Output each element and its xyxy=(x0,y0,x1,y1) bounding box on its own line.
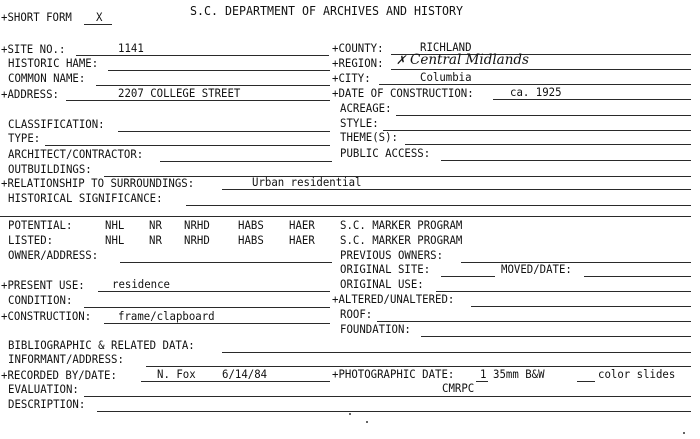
address-line xyxy=(66,100,330,101)
type-line xyxy=(45,145,330,146)
listed-code-nhl: NHL xyxy=(105,233,125,247)
acreage-line xyxy=(396,115,691,116)
previous-owners-label: PREVIOUS OWNERS: xyxy=(340,248,444,262)
potential-label: POTENTIAL: xyxy=(8,218,73,232)
owner-address-line xyxy=(120,262,332,263)
date-construction-line xyxy=(493,99,691,100)
date-construction-label: +DATE OF CONSTRUCTION: xyxy=(332,86,474,100)
site-no-value: 1141 xyxy=(118,41,144,55)
original-use-label: ORIGINAL USE: xyxy=(340,277,424,291)
roof-line xyxy=(377,321,691,322)
construction-line xyxy=(104,323,330,324)
themes-line xyxy=(405,144,691,145)
altered-line xyxy=(471,306,691,307)
paper-speck xyxy=(683,432,685,434)
department-title: S.C. DEPARTMENT OF ARCHIVES AND HISTORY xyxy=(190,3,463,18)
photographer-org: CMRPC xyxy=(442,381,475,395)
moved-date-label: MOVED/DATE: xyxy=(501,262,572,276)
listed-label: LISTED: xyxy=(8,233,54,247)
photo-type-bw: 35mm B&W xyxy=(493,367,545,381)
bibliographic-line xyxy=(222,352,691,353)
relationship-line xyxy=(222,189,691,190)
original-site-label: ORIGINAL SITE: xyxy=(340,262,431,276)
city-label: +CITY: xyxy=(332,71,371,85)
short-form-mark: X xyxy=(96,10,103,24)
county-value: RICHLAND xyxy=(420,40,472,54)
owner-address-label: OWNER/ADDRESS: xyxy=(8,248,99,262)
type-label: TYPE: xyxy=(8,131,41,145)
description-label: DESCRIPTION: xyxy=(8,397,86,411)
themes-label: THEME(S): xyxy=(340,130,398,144)
relationship-value: Urban residential xyxy=(252,175,362,189)
potential-code-nr: NR xyxy=(149,218,162,232)
photo-count-line xyxy=(476,381,488,382)
condition-label: CONDITION: xyxy=(8,293,73,307)
bibliographic-label: BIBLIOGRAPHIC & RELATED DATA: xyxy=(8,338,195,352)
acreage-label: ACREAGE: xyxy=(340,101,392,115)
recorded-by-line xyxy=(141,381,330,382)
common-name-label: COMMON NAME: xyxy=(8,71,86,85)
site-no-line xyxy=(76,55,329,56)
original-site-line xyxy=(441,276,495,277)
style-line xyxy=(383,130,691,131)
photographic-date-label: +PHOTOGRAPHIC DATE: xyxy=(332,367,455,381)
potential-code-nrhd: NRHD xyxy=(184,218,210,232)
potential-code-nhl: NHL xyxy=(105,218,125,232)
relationship-label: +RELATIONSHIP TO SURROUNDINGS: xyxy=(1,176,195,190)
public-access-label: PUBLIC ACCESS: xyxy=(340,146,431,160)
section-divider-line xyxy=(0,216,691,217)
paper-speck xyxy=(366,421,368,423)
outbuildings-label: OUTBUILDINGS: xyxy=(8,162,92,176)
short-form-underline xyxy=(84,24,112,25)
evaluation-label: EVALUATION: xyxy=(8,382,79,396)
previous-owners-line xyxy=(461,262,691,263)
architect-label: ARCHITECT/CONTRACTOR: xyxy=(8,147,144,161)
altered-label: +ALTERED/UNALTERED: xyxy=(332,292,455,306)
site-no-label: +SITE NO.: xyxy=(1,42,66,56)
listed-code-nr: NR xyxy=(149,233,162,247)
informant-label: INFORMANT/ADDRESS: xyxy=(8,352,124,366)
style-label: STYLE: xyxy=(340,116,379,130)
listed-marker-program: S.C. MARKER PROGRAM xyxy=(340,233,463,247)
county-label: +COUNTY: xyxy=(332,41,384,55)
present-use-label: +PRESENT USE: xyxy=(1,278,85,292)
classification-line xyxy=(118,131,330,132)
evaluation-line xyxy=(84,396,691,397)
public-access-line xyxy=(441,160,691,161)
color-slides-line xyxy=(577,381,595,382)
potential-code-haer: HAER xyxy=(289,218,315,232)
classification-label: CLASSIFICATION: xyxy=(8,117,105,131)
foundation-line xyxy=(421,336,691,337)
listed-code-habs: HABS xyxy=(238,233,264,247)
historical-significance-line xyxy=(186,205,691,206)
historical-significance-label: HISTORICAL SIGNIFICANCE: xyxy=(8,191,163,205)
photo-type-color-slides: color slides xyxy=(598,367,676,381)
recorded-date-value: 6/14/84 xyxy=(222,367,268,381)
address-value: 2207 COLLEGE STREET xyxy=(118,86,241,100)
original-use-line xyxy=(436,291,691,292)
short-form-label: +SHORT FORM xyxy=(1,10,72,24)
potential-code-habs: HABS xyxy=(238,218,264,232)
recorded-by-value: N. Fox xyxy=(157,367,196,381)
condition-line xyxy=(84,307,330,308)
city-value: Columbia xyxy=(420,70,472,84)
potential-marker-program: S.C. MARKER PROGRAM xyxy=(340,218,463,232)
region-strike-mark: ✗ xyxy=(396,53,407,67)
region-value: Central Midlands xyxy=(410,52,529,68)
date-construction-value: ca. 1925 xyxy=(510,85,562,99)
construction-label: +CONSTRUCTION: xyxy=(1,309,92,323)
architect-line xyxy=(160,161,332,162)
recorded-by-label: +RECORDED BY/DATE: xyxy=(1,368,117,382)
listed-code-nrhd: NRHD xyxy=(184,233,210,247)
historic-name-line xyxy=(108,70,330,71)
construction-value: frame/clapboard xyxy=(118,309,215,323)
present-use-value: residence xyxy=(112,277,170,291)
moved-date-line xyxy=(584,276,691,277)
listed-code-haer: HAER xyxy=(289,233,315,247)
region-label: +REGION: xyxy=(332,56,384,70)
description-line xyxy=(97,411,691,412)
foundation-label: FOUNDATION: xyxy=(340,322,411,336)
paper-speck xyxy=(349,413,351,415)
address-label: +ADDRESS: xyxy=(1,87,59,101)
present-use-line xyxy=(98,291,330,292)
roof-label: ROOF: xyxy=(340,307,373,321)
photo-count-value: 1 xyxy=(480,367,487,381)
historic-name-label: HISTORIC HAME: xyxy=(8,56,99,70)
